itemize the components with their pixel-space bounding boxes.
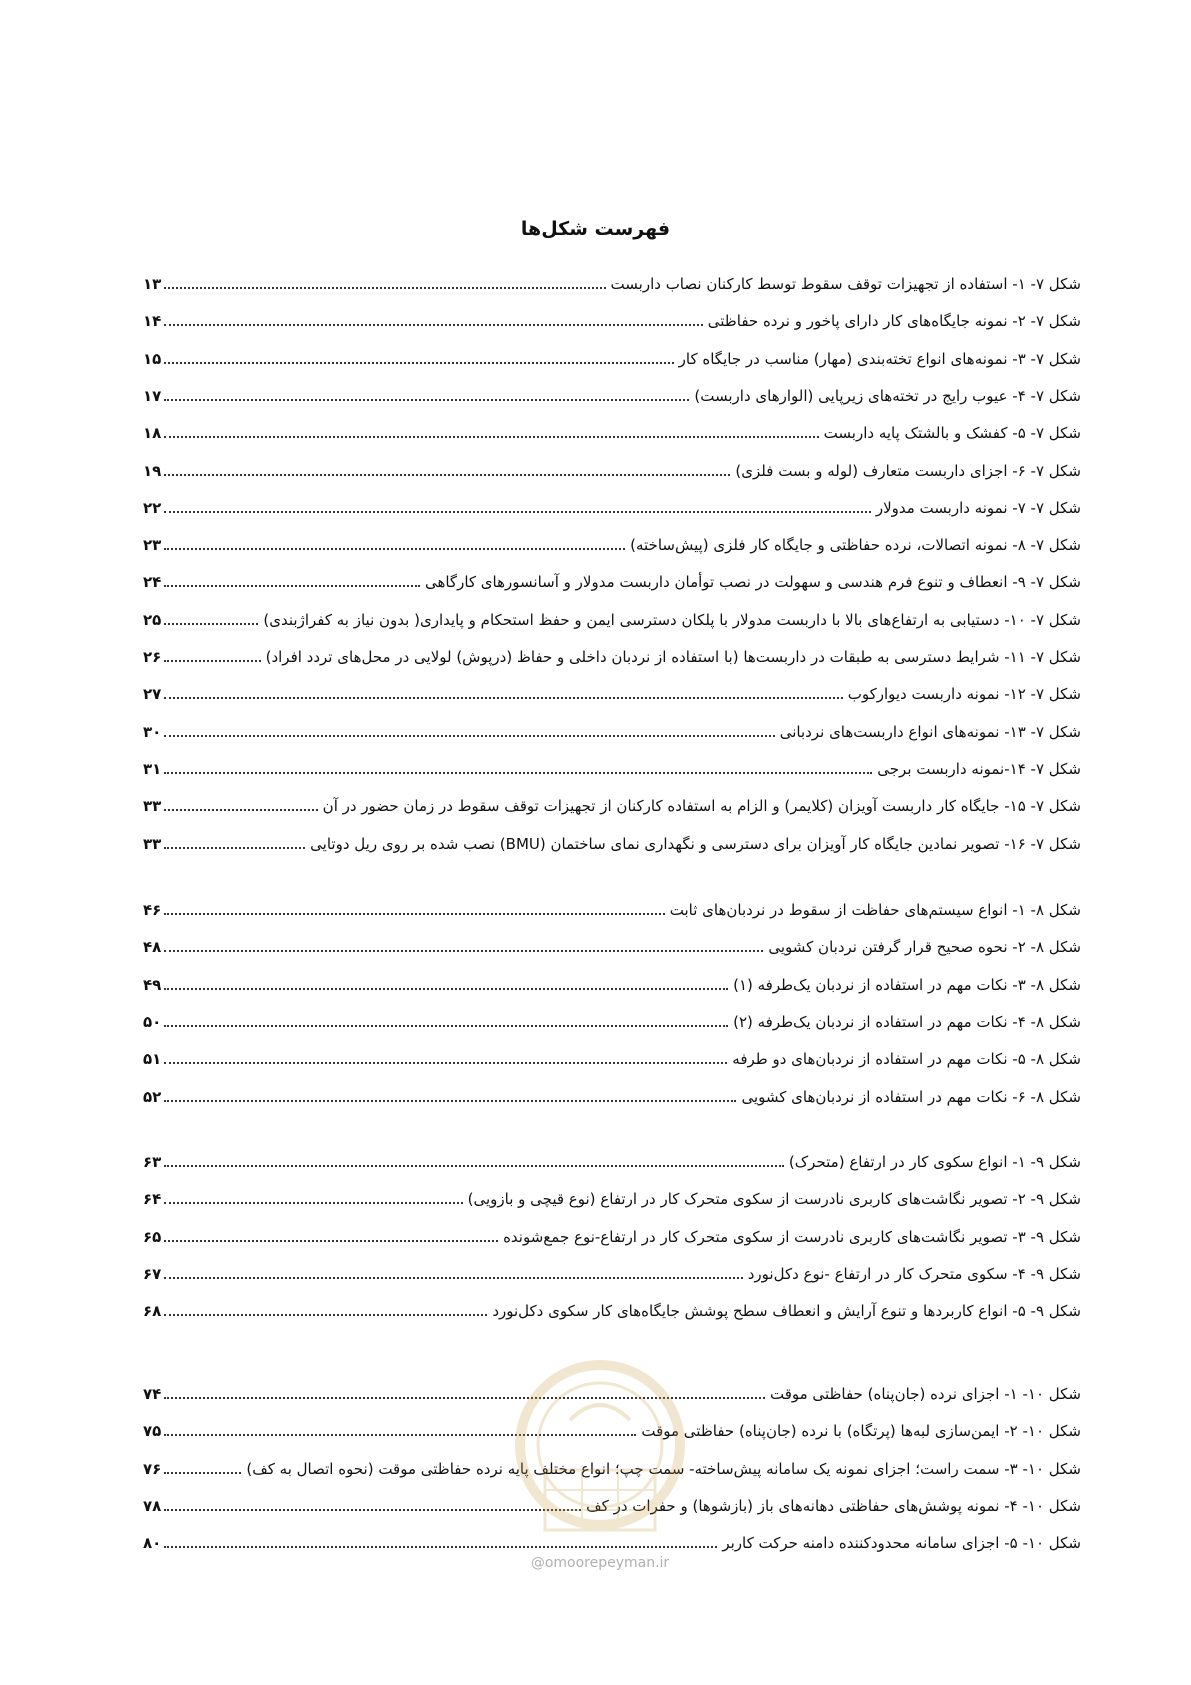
dot-leader <box>164 950 763 952</box>
toc-entry[interactable] <box>143 680 1081 704</box>
toc-entry[interactable] <box>143 1492 1081 1516</box>
toc-entry[interactable] <box>143 1223 1081 1247</box>
dot-leader <box>164 1397 765 1399</box>
toc-entry[interactable] <box>143 830 1081 854</box>
toc-entry-page-number: ۳۳ <box>143 797 162 816</box>
toc-entry-label: شکل ۹- ۲- تصویر نگاشت‌های کاربری نادرست از سکوی متحرک کار در ارتفاع (نوع قیچی و بازویی) <box>467 1190 1081 1209</box>
dot-leader <box>164 660 260 662</box>
dot-leader <box>164 287 605 289</box>
toc-entry[interactable] <box>143 1297 1081 1321</box>
toc-entry-label: شکل ۷- ۱۶- تصویر نمادین جایگاه کار آویزان برای دسترسی و نگهداری نمای ساختمان (BMU) نصب شده بر روی ریل دوتایی <box>310 834 1081 853</box>
dot-leader <box>164 1062 727 1064</box>
toc-entry[interactable] <box>143 345 1081 369</box>
watermark-url: @omoorepeyman.ir <box>530 1555 670 1571</box>
toc-entry-label: شکل ۸- ۶- نکات مهم در استفاده از نردبان‌های کشویی <box>741 1087 1081 1106</box>
dot-leader <box>164 988 728 990</box>
dot-leader <box>164 913 664 915</box>
toc-entry-label: شکل ۹- ۱- انواع سکوی کار در ارتفاع (متحرک) <box>788 1153 1081 1171</box>
toc-entry-page-number: ۳۱ <box>143 759 162 778</box>
toc-entry-page-number: ۲۴ <box>143 573 162 592</box>
toc-entry-page-number: ۱۴ <box>143 312 162 331</box>
toc-entry-label: شکل ۷- ۱۴-نمونه داربست برجی <box>877 759 1081 778</box>
toc-entry[interactable] <box>143 382 1081 406</box>
toc-entry[interactable] <box>143 457 1081 481</box>
toc-entry-page-number: ۴۶ <box>143 901 162 919</box>
toc-entry-page-number: ۲۳ <box>143 536 162 555</box>
dot-leader <box>164 1472 241 1474</box>
toc-entry[interactable] <box>143 971 1081 995</box>
toc-entry-label: شکل ۱۰- ۳- سمت راست؛ اجزای نمونه یک سامانه پیش‌ساخته- سمت چپ؛ انواع مختلف پایه نرده حفاظتی موقت (نحوه اتصال به کف) <box>246 1459 1081 1478</box>
toc-entry-label: شکل ۱۰- ۱- اجزای نرده (جان‌پناه) حفاظتی موقت <box>769 1385 1081 1403</box>
dot-leader <box>164 1240 498 1242</box>
toc-entry[interactable] <box>143 933 1081 957</box>
dot-leader <box>164 623 258 625</box>
toc-entry-label: شکل ۷- ۳- نمونه‌های انواع تخته‌بندی (مهار) مناسب در جایگاه کار <box>678 349 1081 368</box>
toc-entry[interactable] <box>143 755 1081 779</box>
dot-leader <box>164 772 872 774</box>
toc-entry[interactable] <box>143 531 1081 555</box>
dot-leader <box>164 436 818 438</box>
toc-entry-page-number: ۳۰ <box>143 722 162 741</box>
dot-leader <box>164 1509 581 1511</box>
toc-entry-page-number: ۴۹ <box>143 975 162 994</box>
toc-entry[interactable] <box>143 419 1081 443</box>
toc-entry-label: شکل ۸- ۳- نکات مهم در استفاده از نردبان یک‌طرفه (۱) <box>733 975 1081 994</box>
toc-entry-page-number: ۲۲ <box>143 498 162 517</box>
toc-entry-page-number: ۶۷ <box>143 1264 162 1283</box>
toc-entry-label: شکل ۹- ۵- انواع کاربردها و تنوع آرایش و انعطاف سطح پوشش جایگاه‌های کار سکوی دکل‌نورد <box>492 1302 1081 1321</box>
page-title: فهرست شکل‌ها <box>520 218 671 240</box>
toc-entry-label: شکل ۹- ۳- تصویر نگاشت‌های کاربری نادرست از سکوی متحرک کار در ارتفاع-نوع جمع‌شونده <box>503 1227 1081 1246</box>
dot-leader <box>164 362 673 364</box>
dot-leader <box>164 474 730 476</box>
toc-entry-page-number: ۱۹ <box>143 461 162 480</box>
toc-entry[interactable] <box>143 307 1081 331</box>
toc-entry-label: شکل ۷- ۱۱- شرایط دسترسی به طبقات در داربست‌ها (با استفاده از نردبان داخلی و حفاظ (درپوش) لولایی در محل‌های تردد افراد) <box>265 648 1081 666</box>
dot-leader <box>164 548 625 550</box>
dot-leader <box>164 735 774 737</box>
toc-entry-label: شکل ۱۰- ۲- ایمن‌سازی لبه‌ها (پرتگاه) با نرده (جان‌پناه) حفاظتی موقت <box>641 1422 1081 1441</box>
toc-entry-page-number: ۷۵ <box>143 1422 162 1441</box>
dot-leader <box>164 1202 462 1204</box>
toc-entry[interactable] <box>143 568 1081 592</box>
toc-entry-label: شکل ۱۰- ۴- نمونه پوشش‌های حفاظتی دهانه‌های باز (بازشوها) و حفرات در کف <box>586 1496 1081 1515</box>
dot-leader <box>164 1165 784 1167</box>
dot-leader <box>164 324 702 326</box>
dot-leader <box>164 511 871 513</box>
toc-entry-label: شکل ۷- ۱۵- جایگاه کار داربست آویزان (کلایمر) و الزام به استفاده کارکنان از تجهیزات توقف سقوط در زمان حضور در آن <box>322 797 1081 816</box>
toc-entry-label: شکل ۷- ۲- نمونه جایگاه‌های کار دارای پاخور و نرده حفاظتی <box>707 312 1081 331</box>
dot-leader <box>164 1025 728 1027</box>
toc-entry[interactable] <box>143 1380 1081 1404</box>
dot-leader <box>164 585 420 587</box>
toc-entry[interactable] <box>143 494 1081 518</box>
toc-entry-page-number: ۱۵ <box>143 349 162 368</box>
toc-entry-label: شکل ۸- ۱- انواع سیستم‌های حفاظت از سقوط در نردبان‌های ثابت <box>669 901 1081 919</box>
toc-entry[interactable] <box>143 270 1081 294</box>
dot-leader <box>164 697 842 699</box>
toc-entry[interactable] <box>143 896 1081 920</box>
toc-entry-page-number: ۱۷ <box>143 386 162 405</box>
toc-entry-page-number: ۲۷ <box>143 685 162 704</box>
toc-entry[interactable] <box>143 718 1081 742</box>
toc-entry[interactable] <box>143 643 1081 667</box>
toc-entry-label: شکل ۸- ۵- نکات مهم در استفاده از نردبان‌های دو طرفه <box>732 1050 1081 1069</box>
toc-entry-label: شکل ۷- ۱- استفاده از تجهیزات توقف سقوط توسط کارکنان نصاب داربست <box>610 275 1081 293</box>
dot-leader <box>164 809 317 811</box>
toc-entry[interactable] <box>143 792 1081 816</box>
dot-leader <box>164 399 689 401</box>
toc-entry-label: شکل ۷- ۴- عیوب رایج در تخته‌های زیرپایی (الوارهای داربست) <box>694 386 1081 405</box>
dot-leader <box>164 1314 487 1316</box>
dot-leader <box>164 847 305 849</box>
toc-entry-label: شکل ۷- ۱۲- نمونه داربست دیوارکوب <box>847 685 1081 704</box>
dot-leader <box>164 1277 742 1279</box>
toc-entry-label: شکل ۷- ۶- اجزای داربست متعارف (لوله و بست فلزی) <box>735 461 1081 480</box>
toc-entry[interactable] <box>143 1008 1081 1032</box>
toc-entry-page-number: ۷۶ <box>143 1459 162 1478</box>
toc-entry[interactable] <box>143 1260 1081 1284</box>
dot-leader <box>164 1100 736 1102</box>
toc-entry-page-number: ۶۸ <box>143 1302 162 1321</box>
toc-entry-page-number: ۲۵ <box>143 610 162 629</box>
toc-entry[interactable] <box>143 1083 1081 1107</box>
toc-entry-page-number: ۸۰ <box>143 1534 162 1553</box>
dot-leader <box>164 1434 636 1436</box>
toc-entry[interactable] <box>143 1045 1081 1069</box>
toc-entry-page-number: ۲۶ <box>143 648 162 666</box>
toc-entry-label: شکل ۷- ۱۰- دستیابی به ارتفاع‌های بالا با داربست مدولار با پلکان دسترسی ایمن و حفظ استحکام و پایداری( بدون نیاز به کفراژبندی) <box>263 610 1081 629</box>
toc-entry[interactable] <box>143 1417 1081 1441</box>
toc-entry-label: شکل ۹- ۴- سکوی متحرک کار در ارتفاع -نوع دکل‌نورد <box>747 1264 1081 1283</box>
toc-entry-label: شکل ۸- ۲- نحوه صحیح قرار گرفتن نردبان کشویی <box>768 938 1081 957</box>
toc-entry-page-number: ۶۵ <box>143 1227 162 1246</box>
toc-entry-page-number: ۴۸ <box>143 938 162 957</box>
toc-entry-page-number: ۷۸ <box>143 1496 162 1515</box>
toc-entry-label: شکل ۷- ۹- انعطاف و تنوع فرم هندسی و سهولت در نصب توأمان داربست مدولار و آسانسورهای کارگاهی <box>424 573 1081 592</box>
toc-entry[interactable] <box>143 1455 1081 1479</box>
toc-entry[interactable] <box>143 606 1081 630</box>
toc-entry-page-number: ۳۳ <box>143 834 162 853</box>
toc-entry[interactable] <box>143 1148 1081 1172</box>
toc-entry-page-number: ۵۰ <box>143 1012 162 1031</box>
toc-entry-label: شکل ۱۰- ۵- اجزای سامانه محدودکننده دامنه حرکت کاربر <box>722 1534 1081 1553</box>
toc-entry-label: شکل ۷- ۵- کفشک و بالشتک پایه داربست <box>823 424 1081 443</box>
toc-entry-label: شکل ۷- ۷- نمونه داربست مدولار <box>875 498 1081 517</box>
dot-leader <box>164 1546 717 1548</box>
toc-entry-label: شکل ۷- ۱۳- نمونه‌های انواع داربست‌های نردبانی <box>779 722 1081 741</box>
toc-entry-page-number: ۱۳ <box>143 275 162 293</box>
toc-entry[interactable] <box>143 1529 1081 1553</box>
toc-entry-page-number: ۶۴ <box>143 1190 162 1209</box>
toc-entry-label: شکل ۷- ۸- نمونه اتصالات، نرده حفاظتی و جایگاه کار فلزی (پیش‌ساخته) <box>630 536 1081 555</box>
toc-entry-page-number: ۶۳ <box>143 1153 162 1171</box>
toc-entry-page-number: ۵۱ <box>143 1050 162 1069</box>
toc-entry-page-number: ۷۴ <box>143 1385 162 1403</box>
toc-entry[interactable] <box>143 1185 1081 1209</box>
toc-entry-page-number: ۱۸ <box>143 424 162 443</box>
toc-entry-page-number: ۵۲ <box>143 1087 162 1106</box>
toc-entry-label: شکل ۸- ۴- نکات مهم در استفاده از نردبان یک‌طرفه (۲) <box>733 1012 1081 1031</box>
